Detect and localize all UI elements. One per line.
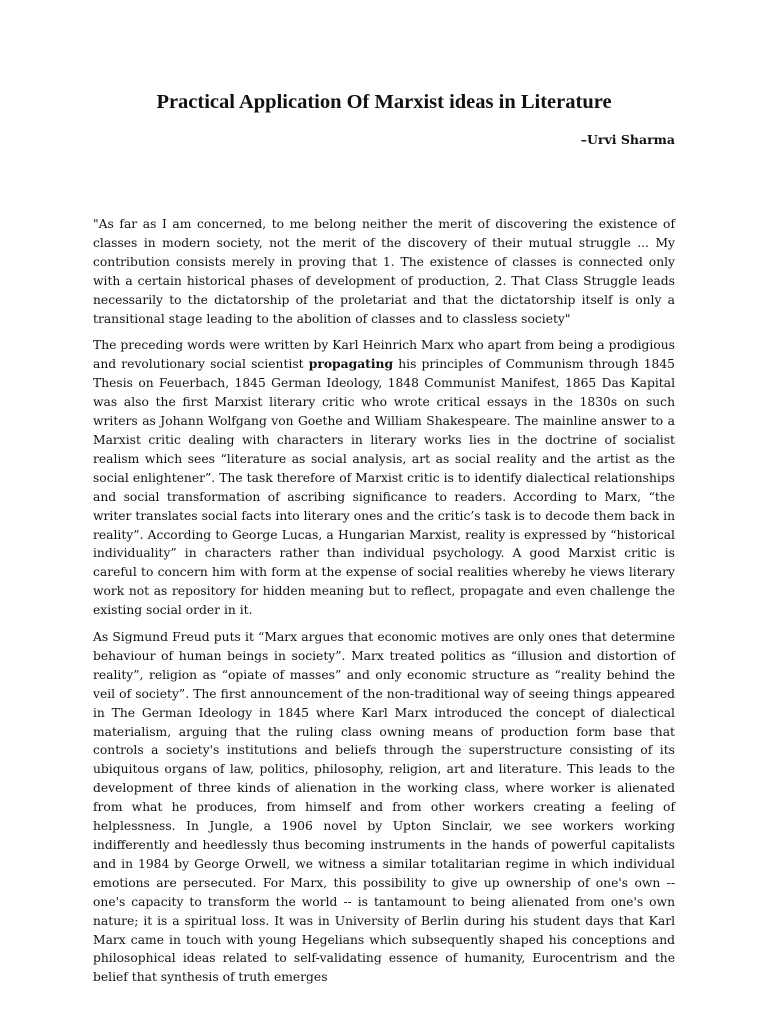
- opening-quote: "As far as I am concerned, to me belong neither the merit of discovering the existence of classes in modern society, not the merit of the discovery of their mutual struggle ... My contribution consists merely in proving that 1. The existence of classes is connected only with a certain historical phases of development of production, 2. That Class Struggle leads necessarily to the dictatorship of the proletariat and that the dictatorship itself is only a transitional stage leading to the abolition of classes and to classless society": [93, 217, 675, 326]
- paragraph-2-rest: his principles of Communism through 1845 Thesis on Feuerbach, 1845 German Ideology, 1848 Communist Manifest, 1865 Das Kapital was also the first Marxist literary critic who wrote critical essays in the 1830s on such writers as Johann Wolfgang von Goethe and William Shakespeare. The mainline answer to a Marxist critic dealing with characters in literary works lies in the doctrine of socialist realism which sees “literature as social analysis, art as social reality and the artist as the social enlightener”. The task therefore of Marxist critic is to identify dialectical relationships and social transformation of ascribing significance to readers. According to Marx, “the writer translates social facts into literary ones and the critic’s task is to decode them back in reality”. According to George Lucas, a Hungarian Marxist, reality is expressed by “historical individuality” in characters rather than individual psychology. A good Marxist critic is careful to concern him with form at the expense of social realities whereby he views literary work not as repository for hidden meaning but to reflect, propagate and even challenge the existing social order in it.: [93, 357, 675, 618]
- document-body: [93, 215, 675, 995]
- document-title: Practical Application Of Marxist ideas in Literature: [156, 91, 612, 113]
- paragraph-2-bold-word: propagating: [308, 356, 394, 372]
- author-byline: –Urvi Sharma: [580, 132, 675, 147]
- paragraph-3: As Sigmund Freud puts it “Marx argues that economic motives are only ones that determine behaviour of human beings in society”. Marx treated politics as “illusion and distortion of reality”, religion as “opiate of masses” and only economic structure as “reality behind the veil of society”. The first announcement of the non-traditional way of seeing things appeared in The German Ideology in 1845 where Karl Marx introduced the concept of dialectical materialism, arguing that the ruling class owning means of production form base that controls a society's institutions and beliefs through the superstructure consisting of its ubiquitous organs of law, politics, philosophy, religion, art and literature. This leads to the development of three kinds of alienation in the working class, where worker is alienated from what he produces, from himself and from other workers creating a feeling of helplessness. In Jungle, a 1906 novel by Upton Sinclair, we see workers working indifferently and heedlessly thus becoming instruments in the hands of powerful capitalists and in 1984 by George Orwell, we witness a similar totalitarian regime in which individual emotions are persecuted. For Marx, this possibility to give up ownership of one's own -- one's capacity to transform the world -- is tantamount to being alienated from one's own nature; it is a spiritual loss. It was in University of Berlin during his student days that Karl Marx came in touch with young Hegelians which subsequently shaped his conceptions and philosophical ideas related to self-validating essence of humanity, Eurocentrism and the belief that synthesis of truth emerges: [93, 630, 675, 985]
- paragraph-2-lead: The preceding words were written by Karl Heinrich Marx who apart from being a prodigious and revolutionary social scientist: [93, 338, 675, 372]
- paragraph-2: [93, 336, 675, 620]
